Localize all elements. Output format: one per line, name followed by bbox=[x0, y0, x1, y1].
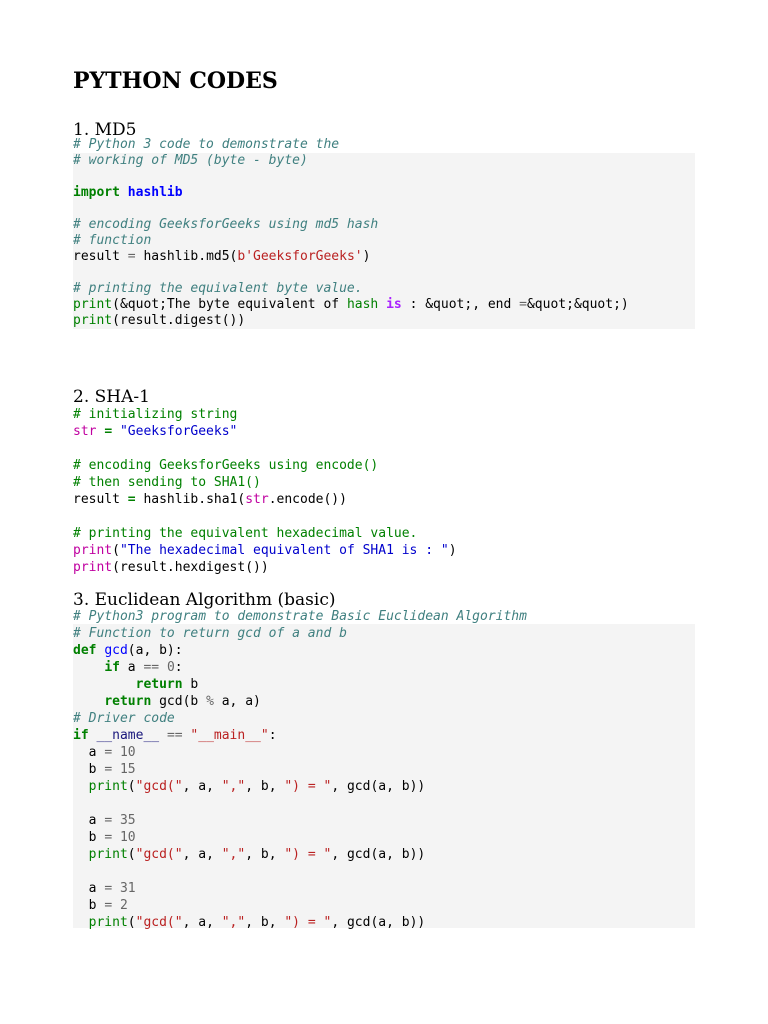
code-token: b bbox=[73, 762, 105, 777]
code-token: = bbox=[127, 249, 136, 264]
code-line bbox=[73, 185, 629, 201]
code-token: ( bbox=[127, 915, 136, 930]
code-token: b bbox=[73, 898, 105, 913]
code-line bbox=[73, 829, 527, 846]
code-token: ) bbox=[362, 249, 371, 264]
code-token bbox=[73, 915, 89, 930]
page-title: PYTHON CODES bbox=[73, 68, 278, 94]
section-heading-euclidean: 3. Euclidean Algorithm (basic) bbox=[73, 590, 336, 610]
code-line bbox=[73, 608, 527, 625]
code-token: &quot;&quot;) bbox=[526, 297, 629, 312]
code-token: print bbox=[88, 915, 128, 930]
code-token: # printing the equivalent byte value. bbox=[73, 281, 363, 296]
code-token bbox=[112, 424, 120, 439]
code-line bbox=[73, 249, 629, 265]
code-token bbox=[73, 677, 136, 692]
code-token: ) bbox=[448, 543, 457, 558]
code-token: # encoding GeeksforGeeks using encode() bbox=[73, 458, 379, 473]
code-token: : bbox=[268, 728, 277, 743]
code-token: , gcd(a, b)) bbox=[331, 847, 426, 862]
code-line bbox=[73, 217, 629, 233]
code-token: = bbox=[104, 762, 113, 777]
code-token: ( bbox=[127, 779, 136, 794]
code-token: : &quot;, end bbox=[401, 297, 520, 312]
code-line bbox=[73, 778, 527, 795]
code-token: a bbox=[73, 881, 105, 896]
code-token: : bbox=[174, 660, 183, 675]
code-token: 10 bbox=[119, 745, 136, 760]
code-line bbox=[73, 233, 629, 249]
code-token: print bbox=[88, 847, 128, 862]
code-token: , a, bbox=[182, 779, 222, 794]
code-line bbox=[73, 914, 527, 931]
code-line bbox=[73, 897, 527, 914]
code-token: __name__ bbox=[96, 728, 160, 743]
code-token bbox=[112, 762, 120, 777]
code-line bbox=[73, 457, 457, 474]
code-token: # working of MD5 (byte - byte) bbox=[73, 153, 308, 168]
code-token: , a, bbox=[182, 847, 222, 862]
code-token: print bbox=[73, 543, 113, 558]
code-token: if bbox=[73, 728, 89, 743]
code-token bbox=[73, 847, 89, 862]
code-token: "GeeksforGeeks" bbox=[119, 424, 238, 439]
code-token: ( bbox=[112, 543, 120, 558]
code-line bbox=[73, 727, 527, 744]
code-line bbox=[73, 169, 629, 185]
code-line bbox=[73, 812, 527, 829]
code-token: "__main__" bbox=[190, 728, 269, 743]
code-line bbox=[73, 542, 457, 559]
code-line bbox=[73, 508, 457, 525]
code-token: return bbox=[104, 694, 152, 709]
code-line bbox=[73, 474, 457, 491]
code-token: import bbox=[73, 185, 120, 200]
code-token: # printing the equivalent hexadecimal value. bbox=[73, 526, 418, 541]
code-token bbox=[112, 813, 120, 828]
code-token: hashlib.md5( bbox=[135, 249, 238, 264]
code-token bbox=[159, 660, 167, 675]
code-line bbox=[73, 795, 527, 812]
code-token bbox=[159, 728, 167, 743]
code-token: % bbox=[206, 694, 214, 709]
code-token bbox=[112, 881, 120, 896]
code-token: gcd bbox=[104, 643, 128, 658]
code-token bbox=[112, 830, 120, 845]
code-token: print bbox=[88, 779, 128, 794]
code-line bbox=[73, 642, 527, 659]
code-token: return bbox=[135, 677, 183, 692]
code-line bbox=[73, 761, 527, 778]
code-token: "," bbox=[221, 915, 246, 930]
code-token bbox=[112, 745, 120, 760]
code-token: # Python 3 code to demonstrate the bbox=[73, 137, 340, 152]
code-token: 2 bbox=[119, 898, 128, 913]
code-token: 15 bbox=[119, 762, 136, 777]
code-token: 10 bbox=[119, 830, 136, 845]
code-line bbox=[73, 744, 527, 761]
code-token: "The hexadecimal equivalent of SHA1 is : " bbox=[119, 543, 449, 558]
code-token bbox=[73, 779, 89, 794]
code-token: 35 bbox=[119, 813, 136, 828]
code-token: print bbox=[73, 297, 113, 312]
code-token: , b, bbox=[245, 779, 285, 794]
code-line bbox=[73, 659, 527, 676]
code-token: ") = " bbox=[284, 847, 332, 862]
code-token bbox=[112, 898, 120, 913]
code-token: def bbox=[73, 643, 97, 658]
code-token: 0 bbox=[166, 660, 175, 675]
code-token: "gcd(" bbox=[135, 847, 183, 862]
code-line bbox=[73, 423, 457, 440]
code-token: print bbox=[73, 560, 113, 575]
code-token: (&quot;The byte equivalent of bbox=[112, 297, 347, 312]
code-token: == bbox=[166, 728, 183, 743]
code-line bbox=[73, 863, 527, 880]
code-token: result bbox=[73, 492, 128, 507]
code-block-sha1 bbox=[73, 406, 457, 576]
code-token: "," bbox=[221, 847, 246, 862]
code-token: print bbox=[73, 313, 113, 328]
code-token: = bbox=[104, 830, 113, 845]
code-line bbox=[73, 297, 629, 313]
code-line bbox=[73, 676, 527, 693]
code-token: 31 bbox=[119, 881, 136, 896]
code-token: (a, b): bbox=[127, 643, 183, 658]
code-token: a bbox=[73, 813, 105, 828]
code-token: = bbox=[104, 881, 113, 896]
code-token: hash bbox=[346, 297, 379, 312]
code-line bbox=[73, 406, 457, 423]
code-token: b'GeeksforGeeks' bbox=[237, 249, 363, 264]
code-line bbox=[73, 693, 527, 710]
code-token: ") = " bbox=[284, 915, 332, 930]
code-token: is bbox=[386, 297, 402, 312]
code-token: gcd(b bbox=[151, 694, 207, 709]
code-line bbox=[73, 440, 457, 457]
code-token: # Function to return gcd of a and b bbox=[73, 626, 347, 641]
code-token: # initializing string bbox=[73, 407, 238, 422]
code-line bbox=[73, 625, 527, 642]
code-token: b bbox=[182, 677, 199, 692]
code-token: ") = " bbox=[284, 779, 332, 794]
section-heading-sha1: 2. SHA-1 bbox=[73, 387, 150, 407]
code-token: = bbox=[104, 898, 113, 913]
code-token: str bbox=[245, 492, 269, 507]
code-line bbox=[73, 281, 629, 297]
code-token: = bbox=[104, 745, 113, 760]
code-line bbox=[73, 153, 629, 169]
code-token: a, a) bbox=[213, 694, 261, 709]
code-token: = bbox=[104, 424, 113, 439]
code-line bbox=[73, 710, 527, 727]
code-block-md5 bbox=[73, 137, 629, 329]
code-token: = bbox=[127, 492, 136, 507]
code-token: , gcd(a, b)) bbox=[331, 779, 426, 794]
code-token bbox=[73, 660, 104, 675]
code-token: , b, bbox=[245, 915, 285, 930]
code-token: "," bbox=[221, 779, 246, 794]
code-token bbox=[378, 297, 386, 312]
code-token: a bbox=[73, 745, 105, 760]
code-token: a bbox=[119, 660, 144, 675]
code-line bbox=[73, 201, 629, 217]
code-line bbox=[73, 137, 629, 153]
code-token: "gcd(" bbox=[135, 779, 183, 794]
code-token: = bbox=[104, 813, 113, 828]
code-token: # function bbox=[73, 233, 152, 248]
code-line bbox=[73, 559, 457, 576]
section-heading-md5: 1. MD5 bbox=[73, 120, 137, 140]
code-line bbox=[73, 265, 629, 281]
code-token: result bbox=[73, 249, 128, 264]
code-line bbox=[73, 491, 457, 508]
code-token: , b, bbox=[245, 847, 285, 862]
code-token: hashlib bbox=[127, 185, 183, 200]
code-token: # encoding GeeksforGeeks using md5 hash bbox=[73, 217, 379, 232]
code-token: (result.hexdigest()) bbox=[112, 560, 269, 575]
code-token: (result.digest()) bbox=[112, 313, 246, 328]
code-token: if bbox=[104, 660, 120, 675]
code-line bbox=[73, 846, 527, 863]
code-token: # then sending to SHA1() bbox=[73, 475, 261, 490]
code-line bbox=[73, 525, 457, 542]
code-token: == bbox=[143, 660, 160, 675]
code-token: # Python3 program to demonstrate Basic Euclidean Algorithm bbox=[73, 609, 527, 624]
code-token: # Driver code bbox=[73, 711, 175, 726]
code-token: .encode()) bbox=[268, 492, 347, 507]
code-token: , gcd(a, b)) bbox=[331, 915, 426, 930]
code-line bbox=[73, 880, 527, 897]
code-token: hashlib.sha1( bbox=[135, 492, 246, 507]
code-block-euclidean bbox=[73, 608, 527, 931]
code-token: = bbox=[519, 297, 527, 312]
code-token bbox=[120, 185, 128, 200]
code-token: "gcd(" bbox=[135, 915, 183, 930]
code-line bbox=[73, 313, 629, 329]
code-token: b bbox=[73, 830, 105, 845]
code-token: ( bbox=[127, 847, 136, 862]
code-token: str bbox=[73, 424, 97, 439]
code-token: , a, bbox=[182, 915, 222, 930]
code-token bbox=[73, 694, 104, 709]
